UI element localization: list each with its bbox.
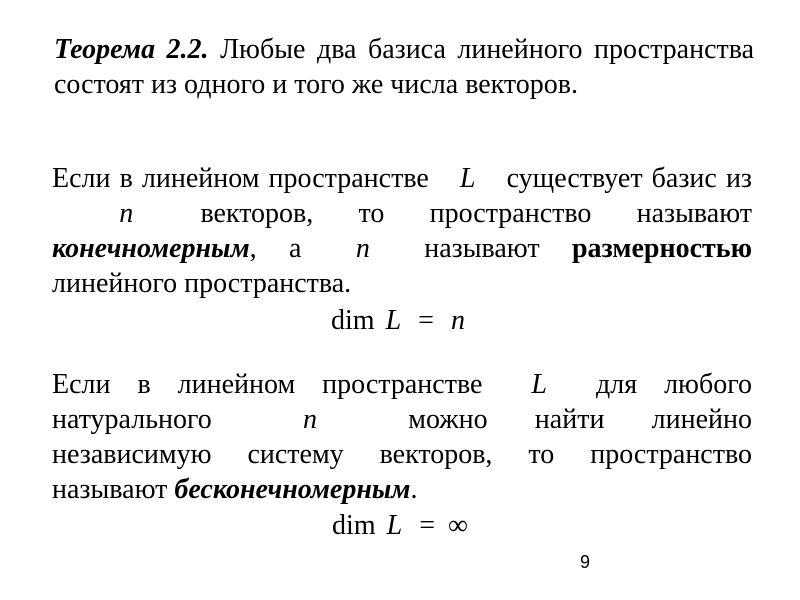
formula-var: L [385,305,402,336]
finite-dimensional-paragraph [52,161,752,301]
formula-rhs: n [450,305,465,336]
theorem-paragraph [54,32,754,102]
variable-n: n [302,404,317,435]
term-infinite-dimensional: бесконечномерным [174,474,411,505]
formula-dim-n [0,303,800,338]
finite-text-4: , а [249,233,302,264]
infinite-text-4: . [410,474,418,505]
variable-L: L [531,369,547,400]
variable-n-2: n [355,233,370,264]
infinite-text-2: для любого натурального [52,369,752,435]
theorem-label: Теорема 2.2. [54,34,209,65]
theorem-text: Любые два базиса линейного пространства состоят из одного и того же числа векторов. [54,34,755,100]
formula-dim: dim [332,510,376,541]
infinite-dimensional-paragraph [52,367,752,507]
formula-equals: = [418,305,434,336]
finite-text-1: Если в линейном пространстве [52,163,429,194]
formula-rhs-infinity: ∞ [447,510,468,541]
infinite-text-3: можно найти линейно независимую систему векторов, то пространство называют [52,404,752,505]
page-number: 9 [579,552,590,572]
infinite-text-1: Если в линейном пространстве [52,369,483,400]
formula-equals: = [419,510,435,541]
finite-text-5: называют [424,233,540,264]
variable-n: n [119,198,134,229]
finite-text-2: существует базис из [506,163,752,194]
variable-L: L [459,163,476,194]
formula-dim-infinity [0,508,800,543]
finite-text-3: векторов, то пространство называют [200,198,752,229]
term-dimension: размерностью [571,233,752,264]
term-finite-dimensional: конечномерным [52,233,250,264]
finite-text-6: линейного пространства. [52,268,352,299]
formula-dim: dim [331,305,375,336]
formula-var: L [386,510,403,541]
